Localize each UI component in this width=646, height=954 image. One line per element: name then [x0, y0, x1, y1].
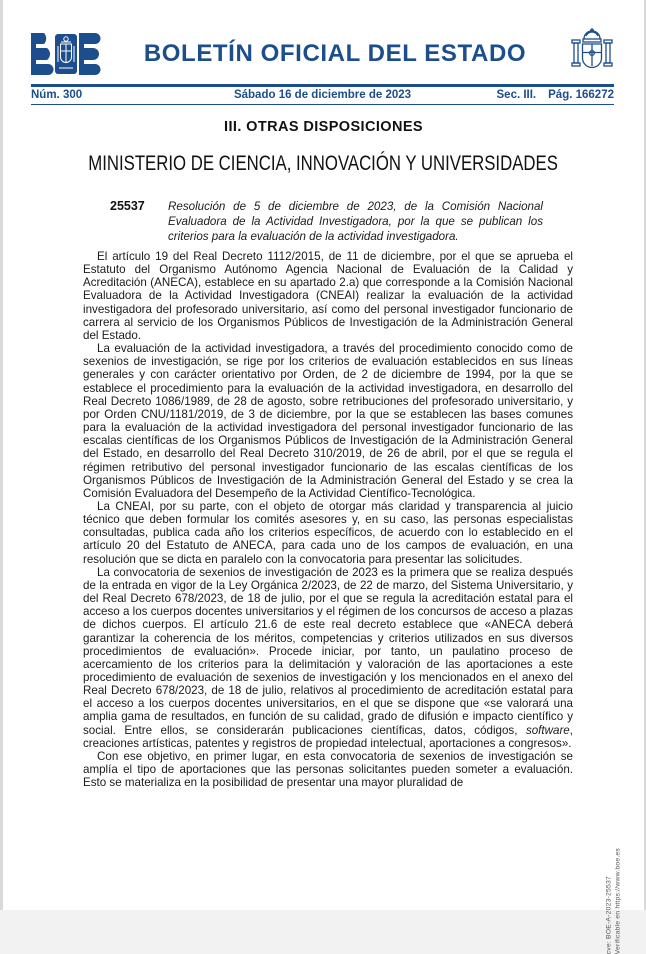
verification-line: Verificable en https://www.boe.es	[613, 848, 621, 954]
header-rule-thick	[31, 84, 614, 87]
section-heading: III. OTRAS DISPOSICIONES	[224, 119, 423, 135]
logo-crest-icon	[55, 34, 77, 74]
body-paragraph: La convocatoria de sexenios de investigación de 2023 es la primera que se realiza después de la entrada en vigor de la Ley Orgánica 2/2023, de 22 de marzo, del Sistema Universitario, y del Real Decreto 678/2023, de 18 de julio, por el que se regula la acreditación estatal para el acceso a los cuerpos docentes universitarios y el régimen de los concursos de acceso a plazas de dichos cuerpos. El artículo 21.6 de este real decreto establece que «ANECA deberá garantizar la coherencia de los méritos, competencias y criterios utilizados en sus diversos procedimientos de evaluación». Procede iniciar, por tanto, un paulatino proceso de acercamiento de los criterios para la delimitación y valoración de las aportaciones a este procedimiento de evaluación de sexenios de investigación y los mencionados en el anexo del Real Decreto 678/2023, de 18 de julio, relativos al procedimiento de acreditación estatal para el acceso a los cuerpos docentes universitarios, en el que se dispone que «se valorará una amplia gama de resultados, en función de su calidad, grado de difusión e impacto científico y social. Entre ellos, se considerarán publicaciones científicas, datos, códigos, software, creaciones artísticas, patentes y registros de propiedad intelectual, aportaciones a congresos».	[83, 565, 573, 750]
issue-number: Núm. 300	[31, 89, 83, 101]
header-rule-thin	[31, 104, 614, 105]
boe-logo	[31, 33, 100, 75]
issue-page-number: Pág. 166272	[548, 89, 614, 101]
body-paragraph: La CNEAI, por su parte, con el objeto de otorgar más claridad y transparencia al juicio técnico que deben formular los comités asesores y, en su caso, las personas especialistas consultadas, publica cada año los criterios específicos, de acuerdo con lo establecido en el artículo 20 del Estatuto de ANECA, para cada uno de los campos de evaluación, en una resolución que se dicta en paralelo con la convocatoria para presentar las solicitudes.	[83, 499, 573, 566]
body-paragraph: La evaluación de la actividad investigadora, a través del procedimiento conocido como de sexenios de investigación, se rige por los criterios de evaluación establecidos en sus líneas generales y con carácter orientativo por Orden, de 2 de diciembre de 1994, por la que se establece el procedimiento para la evaluación de la actividad investigadora, en desarrollo del Real Decreto 1086/1989, de 28 de agosto, sobre retribuciones del profesorado universitario, y por Orden CNU/1181/2019, de 3 de diciembre, por la que se establecen las bases comunes para la evaluación de la actividad investigadora del personal investigador funcionario de las escalas científicas de los Organismos Públicos de Investigación de la Administración General del Estado, en desarrollo del Real Decreto 310/2019, de 26 de abril, por el que se regula el régimen retributivo del personal investigador funcionario de las escalas científicas de los Organismos Públicos de Investigación de la Administración General del Estado y se crea la Comisión Evaluadora del Desempeño de la Actividad Científico-Tecnológica.	[83, 342, 573, 500]
body-paragraph: Con ese objetivo, en primer lugar, en esta convocatoria de sexenios de investigación se amplía el tipo de aportaciones que las personas solicitantes pueden someter a evaluación. Esto se materializa en la posibilidad de presentar una mayor pluralidad de	[83, 749, 573, 790]
issue-section: Sec. III.	[496, 89, 537, 101]
body-text	[83, 250, 573, 789]
resolution-entry	[110, 199, 543, 245]
entry-number: 25537	[110, 199, 145, 213]
ministry-heading-text: MINISTERIO DE CIENCIA, INNOVACIÓN Y UNIVERSIDADES	[88, 151, 559, 175]
boe-logo-letter-b-icon	[31, 33, 53, 75]
masthead	[31, 28, 614, 80]
verification-code	[605, 848, 622, 954]
entry-summary: Resolución de 5 de diciembre de 2023, de la Comisión Nacional Evaluadora de la Actividad Investigadora, por la que se publican los criterios para la evaluación de la actividad investigadora.	[168, 200, 543, 244]
spain-coat-of-arms-icon	[570, 27, 614, 81]
ministry-heading	[3, 151, 644, 176]
body-paragraph: El artículo 19 del Real Decreto 1112/2015, de 11 de diciembre, por el que se aprueba el Estatuto del Organismo Autónomo Agencia Nacional de Evaluación de la Calidad y Acreditación (ANECA), establece en su apartado 2.a) que corresponde a la Comisión Nacional Evaluadora de la Actividad Investigadora (CNEAI) realizar la evaluación de la actividad investigadora del profesorado universitario, así como del personal investigador funcionario de carrera al servicio de los Organismos Públicos de Investigación de la Administración General del Estado.	[83, 250, 573, 342]
masthead-title: BOLETÍN OFICIAL DEL ESTADO	[143, 40, 527, 67]
issue-bar	[31, 88, 614, 102]
boe-logo-letter-e-icon	[79, 33, 100, 75]
cve-line: cve: BOE-A-2023-25537	[605, 876, 612, 954]
issue-date: Sábado 16 de diciembre de 2023	[233, 89, 412, 101]
issue-section-page	[444, 89, 614, 101]
